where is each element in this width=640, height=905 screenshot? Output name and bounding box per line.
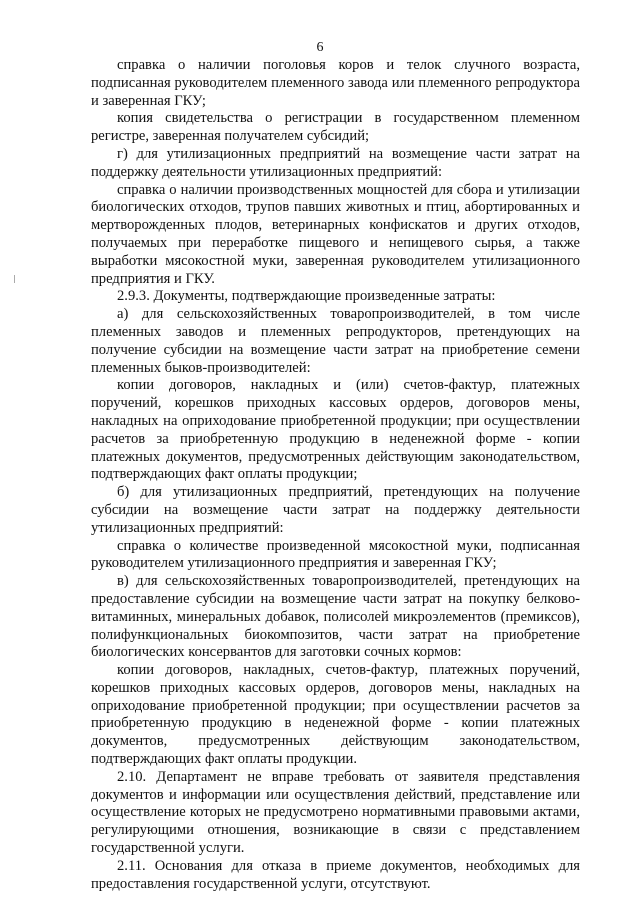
document-body <box>91 57 580 893</box>
paragraph: справка о количестве произведенной мясокостной муки, подписанная руководителем утилизационного предприятия и заверенная ГКУ; <box>91 537 580 572</box>
paragraph: б) для утилизационных предприятий, претендующих на получение субсидии на возмещение части затрат на поддержку деятельности утилизационных предприятий: <box>91 484 580 536</box>
paragraph: в) для сельскохозяйственных товаропроизводителей, претендующих на предоставление субсидии на возмещение части затрат на покупку белково-витаминных, минеральных добавок, полисолей микроэлементов (премиксов), полифункциональных биокомпозитов, части затрат на приобретение биологических консервантов для заготовки сочных кормов: <box>91 573 580 661</box>
paragraph: копии договоров, накладных и (или) счетов-фактур, платежных поручений, корешков приходных кассовых ордеров, договоров мены, накладных на оприходование приобретенной продукции; при осуществлении расчетов за приобретенную продукцию в неденежной форме - копии платежных документов, предусмотренных действующим законодательством, подтверждающих факт оплаты продукции; <box>91 377 580 483</box>
paragraph: копии договоров, накладных, счетов-фактур, платежных поручений, корешков приходных кассовых ордеров, договоров мены, накладных на оприходование приобретенной продукции; при осуществлении расчетов за приобретенную продукцию в неденежной форме - копии платежных документов, предусмотренных действующим законодательством, подтверждающих факт оплаты продукции. <box>91 662 580 768</box>
paragraph: г) для утилизационных предприятий на возмещение части затрат на поддержку деятельности утилизационных предприятий: <box>91 145 580 180</box>
page-number: 6 <box>316 40 324 55</box>
margin-mark <box>14 275 15 283</box>
section-paragraph: 2.10. Департамент не вправе требовать от заявителя представления документов и информации или осуществления действий, представление или осуществление которых не предусмотрено нормативными правовыми актами, регулирующими отношения, возникающие в связи с представлением государственной услуги. <box>91 768 580 857</box>
paragraph: а) для сельскохозяйственных товаропроизводителей, в том числе племенных заводов и племенных репродукторов, претендующих на получение субсидии на возмещение части затрат на приобретение семени племенных быков-производителей: <box>91 306 580 376</box>
paragraph: справка о наличии поголовья коров и телок случного возраста, подписанная руководителем племенного завода или племенного репродуктора и заверенная ГКУ; <box>91 57 580 109</box>
section-heading: 2.9.3. Документы, подтверждающие произведенные затраты: <box>117 288 496 305</box>
section-paragraph: 2.11. Основания для отказа в приеме документов, необходимых для предоставления государственной услуги, отсутствуют. <box>91 857 580 892</box>
paragraph: справка о наличии производственных мощностей для сбора и утилизации биологических отходов, трупов павших животных и птиц, абортированных и мертворожденных плодов, ветеринарных конфискатов и других отходов, получаемых при переработке пищевого и непищевого сырья, а также выработки мясокостной муки, заверенная руководителем утилизационного предприятия и ГКУ. <box>91 181 580 287</box>
paragraph: копия свидетельства о регистрации в государственном племенном регистре, заверенная получателем субсидий; <box>91 110 580 145</box>
